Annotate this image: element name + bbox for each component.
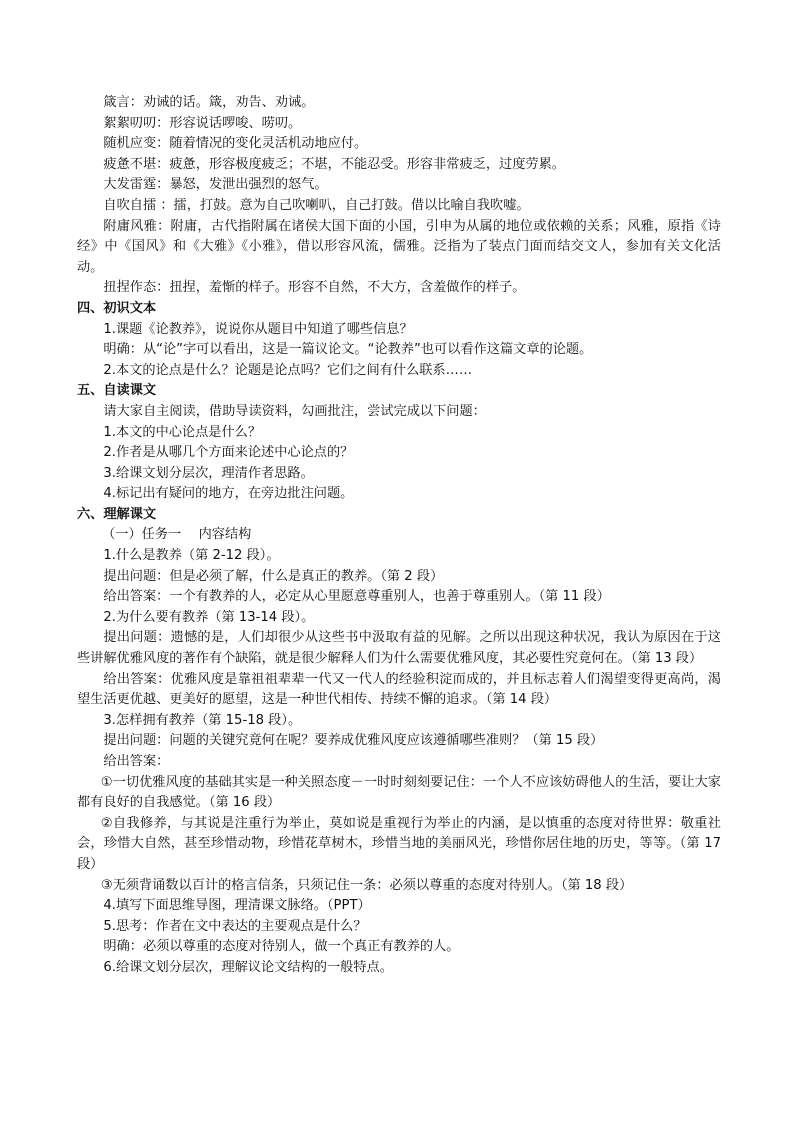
paragraph: ②自我修养，与其说是注重行为举止，莫如说是重视行为举止的内涵，是以慎重的态度对待世界：敬重社会，珍惜大自然，甚至珍惜动物，珍惜花草树木，珍惜当地的美丽风光，珍惜你居住地的历史，等等。（第 17 段）	[77, 815, 721, 872]
paragraph: 5.思考：作者在文中表达的主要观点是什么？	[103, 918, 367, 934]
paragraph: 随机应变：随着情况的变化灵活机动地应付。	[103, 136, 368, 152]
paragraph: 6.给课文划分层次，理解议论文结构的一般特点。	[103, 959, 393, 975]
paragraph: 4.填写下面思维导图，理清课文脉络。（PPT）	[103, 898, 371, 914]
paragraph: 絮絮叨叨：形容说话啰唆、唠叨。	[103, 115, 302, 131]
paragraph: 疲惫不堪：疲惫，形容极度疲乏；不堪，不能忍受。形容非常疲乏，过度劳累。	[103, 156, 565, 172]
section-heading: 六、理解课文	[77, 506, 157, 522]
paragraph: 明确：从“论”字可以看出，这是一篇议论文。“论教养”也可以看作这篇文章的论题。	[103, 342, 593, 358]
paragraph: 自吹自擂 ：擂，打鼓。意为自己吹喇叭，自己打鼓。借以比喻自我吹嘘。	[103, 197, 530, 213]
paragraph: 给出答案：	[103, 754, 170, 769]
paragraph: ③无须背诵数以百计的格言信条，只须记住一条：必须以尊重的态度对待别人。（第 18 段）	[100, 877, 633, 893]
paragraph: （一）任务一 内容结构	[102, 527, 252, 543]
section-heading: 五、自读课文	[77, 383, 157, 399]
paragraph: 1.本文的中心论点是什么？	[103, 424, 262, 440]
paragraph: 扭捏作态：扭捏，羞惭的样子。形容不自然，不大方，含羞做作的样子。	[103, 280, 526, 296]
paragraph: 提出问题：问题的关键究竟何在呢？要养成优雅风度应该遵循哪些准则？（第 15 段）	[103, 733, 604, 749]
paragraph: 2.作者是从哪几个方面来论述中心论点的？	[103, 445, 354, 461]
paragraph: 2.为什么要有教养（第 13-14 段）。	[103, 609, 315, 625]
paragraph: 2.本文的论点是什么？论题是论点吗？它们之间有什么联系……	[103, 362, 473, 378]
paragraph: 提出问题：遗憾的是，人们却很少从这些书中汲取有益的见解。之所以出现这种状况，我认为原因在于这些讲解优雅风度的著作有个缺陷，就是很少解释人们为什么需要优雅风度，其必要性究竟何在。（第 13 段）	[77, 630, 721, 667]
document-page	[77, 93, 721, 979]
paragraph: 3.怎样拥有教养（第 15-18 段）。	[103, 712, 302, 728]
paragraph: 给出答案：优雅风度是靠祖祖辈辈一代又一代人的经验积淀而成的，并且标志着人们渴望变得更高尚，渴望生活更优越、更美好的愿望，这是一种世代相传、持续不懈的追求。（第 14 段）	[77, 671, 721, 708]
paragraph: 请大家自主阅读，借助导读资料，勾画批注，尝试完成以下问题：	[103, 403, 486, 419]
paragraph: 3.给课文划分层次，理清作者思路。	[103, 465, 314, 481]
paragraph: 1.什么是教养（第 2-12 段）。	[103, 548, 280, 564]
paragraph: 提出问题：但是必须了解，什么是真正的教养。（第 2 段）	[103, 568, 444, 584]
section-heading: 四、初识文本	[77, 300, 157, 316]
paragraph: 明确：必须以尊重的态度对待别人，做一个真正有教养的人。	[103, 939, 460, 955]
paragraph: 附庸风雅：附庸，古代指附属在诸侯大国下面的小国，引申为从属的地位或依赖的关系；风雅，原指《诗经》中《国风》和《大雅》《小雅》，借以形容风流，儒雅。泛指为了装点门面而结交文人，参加有关文化活动。	[77, 218, 721, 275]
paragraph: 大发雷霆：暴怒，发泄出强烈的怒气。	[103, 177, 328, 193]
paragraph: 给出答案：一个有教养的人，必定从心里愿意尊重别人，也善于尊重别人。（第 11 段）	[103, 589, 610, 605]
paragraph: 4.标记出有疑问的地方，在旁边批注问题。	[103, 486, 354, 502]
paragraph: 1.课题《论教养》，说说你从题目中知道了哪些信息？	[103, 321, 413, 337]
paragraph: 箴言：劝诫的话。箴，劝告、劝诫。	[103, 95, 315, 110]
paragraph: ①一切优雅风度的基础其实是一种关照态度－一时时刻刻要记住：一个人不应该妨碍他人的生活，要让大家都有良好的自我感觉。（第 16 段）	[77, 774, 721, 811]
